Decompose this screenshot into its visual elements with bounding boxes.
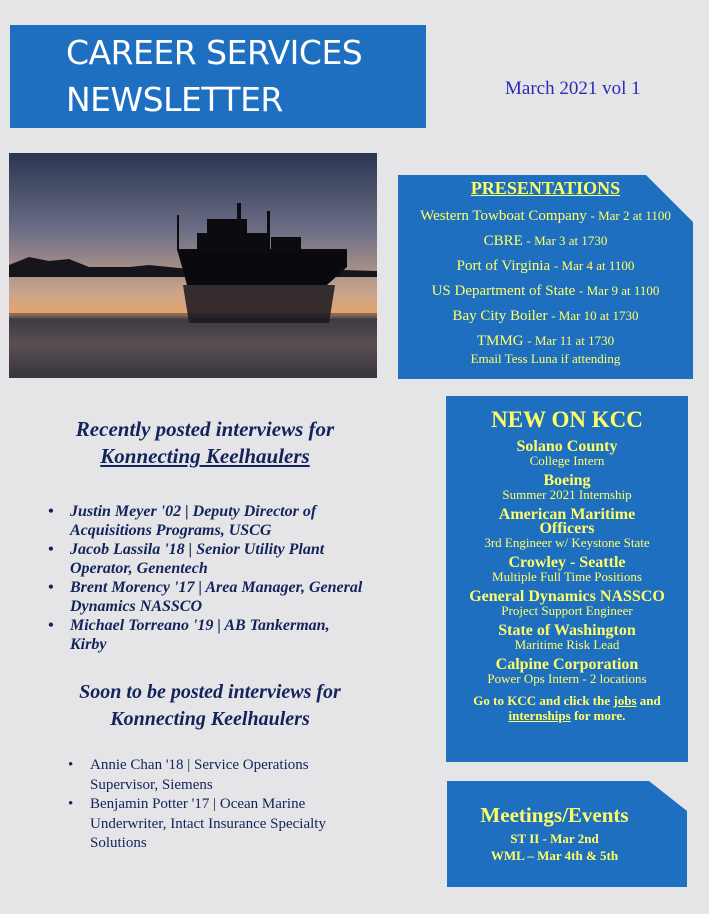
issue-date: March 2021 vol 1 — [505, 78, 641, 99]
recent-interviews-heading: Recently posted interviews for Konnecting Keelhaulers — [75, 417, 335, 468]
presentations-heading: PRESENTATIONS — [470, 178, 621, 198]
kcc-listing: General Dynamics NASSCO Project Support Engineer — [469, 588, 665, 618]
title-line-2: NEWSLETTER — [66, 80, 283, 119]
presentation-item: Western Towboat Company - Mar 2 at 1100 — [420, 208, 671, 224]
kcc-listing: Calpine Corporation Power Ops Intern - 2 locations — [487, 656, 647, 686]
new-on-kcc-panel — [446, 396, 688, 762]
presentation-item: CBRE - Mar 3 at 1730 — [483, 233, 608, 249]
list-item: • Annie Chan '18 | Service Operations Supervisor, Siemens — [68, 756, 368, 795]
list-item: • Jacob Lassila '18 | Senior Utility Plant Operator, Genentech — [48, 540, 368, 578]
jobs-link[interactable]: jobs — [613, 693, 637, 708]
kcc-listing: State of Washington Maritime Risk Lead — [498, 622, 636, 652]
list-item: • Michael Torreano '19 | AB Tankerman, Kirby — [48, 616, 368, 654]
upcoming-interviews-heading: Soon to be posted interviews for Konnecting Keelhaulers — [79, 681, 341, 730]
kcc-listing: Crowley - Seattle Multiple Full Time Positions — [492, 554, 642, 584]
kcc-listing: Solano County College Intern — [516, 438, 618, 468]
presentation-item: US Department of State - Mar 9 at 1100 — [431, 283, 660, 299]
ship-sunset-photo — [9, 153, 377, 378]
list-item: • Benjamin Potter '17 | Ocean Marine Underwriter, Intact Insurance Specialty Solutions — [68, 795, 368, 854]
presentation-item: Port of Virginia - Mar 4 at 1100 — [456, 258, 635, 274]
kcc-heading: NEW ON KCC — [491, 407, 643, 432]
kcc-listing: Boeing Summer 2021 Internship — [502, 472, 632, 502]
kcc-instructions: Go to KCC and click the jobs and internships for more. — [473, 693, 661, 723]
presentation-item: TMMG - Mar 11 at 1730 — [476, 333, 615, 349]
upcoming-interviews-list — [68, 756, 368, 854]
meeting-item: WML – Mar 4th & 5th — [490, 848, 619, 863]
list-item: • Justin Meyer '02 | Deputy Director of Acquisitions Programs, USCG — [48, 502, 368, 540]
newsletter-title-banner — [10, 25, 426, 128]
recent-interviews-list — [48, 502, 368, 654]
list-item: • Brent Morency '17 | Area Manager, General Dynamics NASSCO — [48, 578, 368, 616]
title-line-1: CAREER SERVICES — [66, 33, 363, 72]
presentations-panel — [398, 175, 693, 379]
internships-link[interactable]: internships — [508, 708, 571, 723]
meeting-item: ST II - Mar 2nd — [510, 831, 599, 846]
presentations-rsvp-note: Email Tess Luna if attending — [470, 351, 621, 366]
presentation-item: Bay City Boiler - Mar 10 at 1730 — [452, 308, 639, 324]
meetings-events-panel — [447, 781, 687, 887]
kcc-listing: American Maritime Officers 3rd Engineer w/ Keystone State — [484, 506, 650, 550]
meetings-heading: Meetings/Events — [480, 803, 629, 827]
